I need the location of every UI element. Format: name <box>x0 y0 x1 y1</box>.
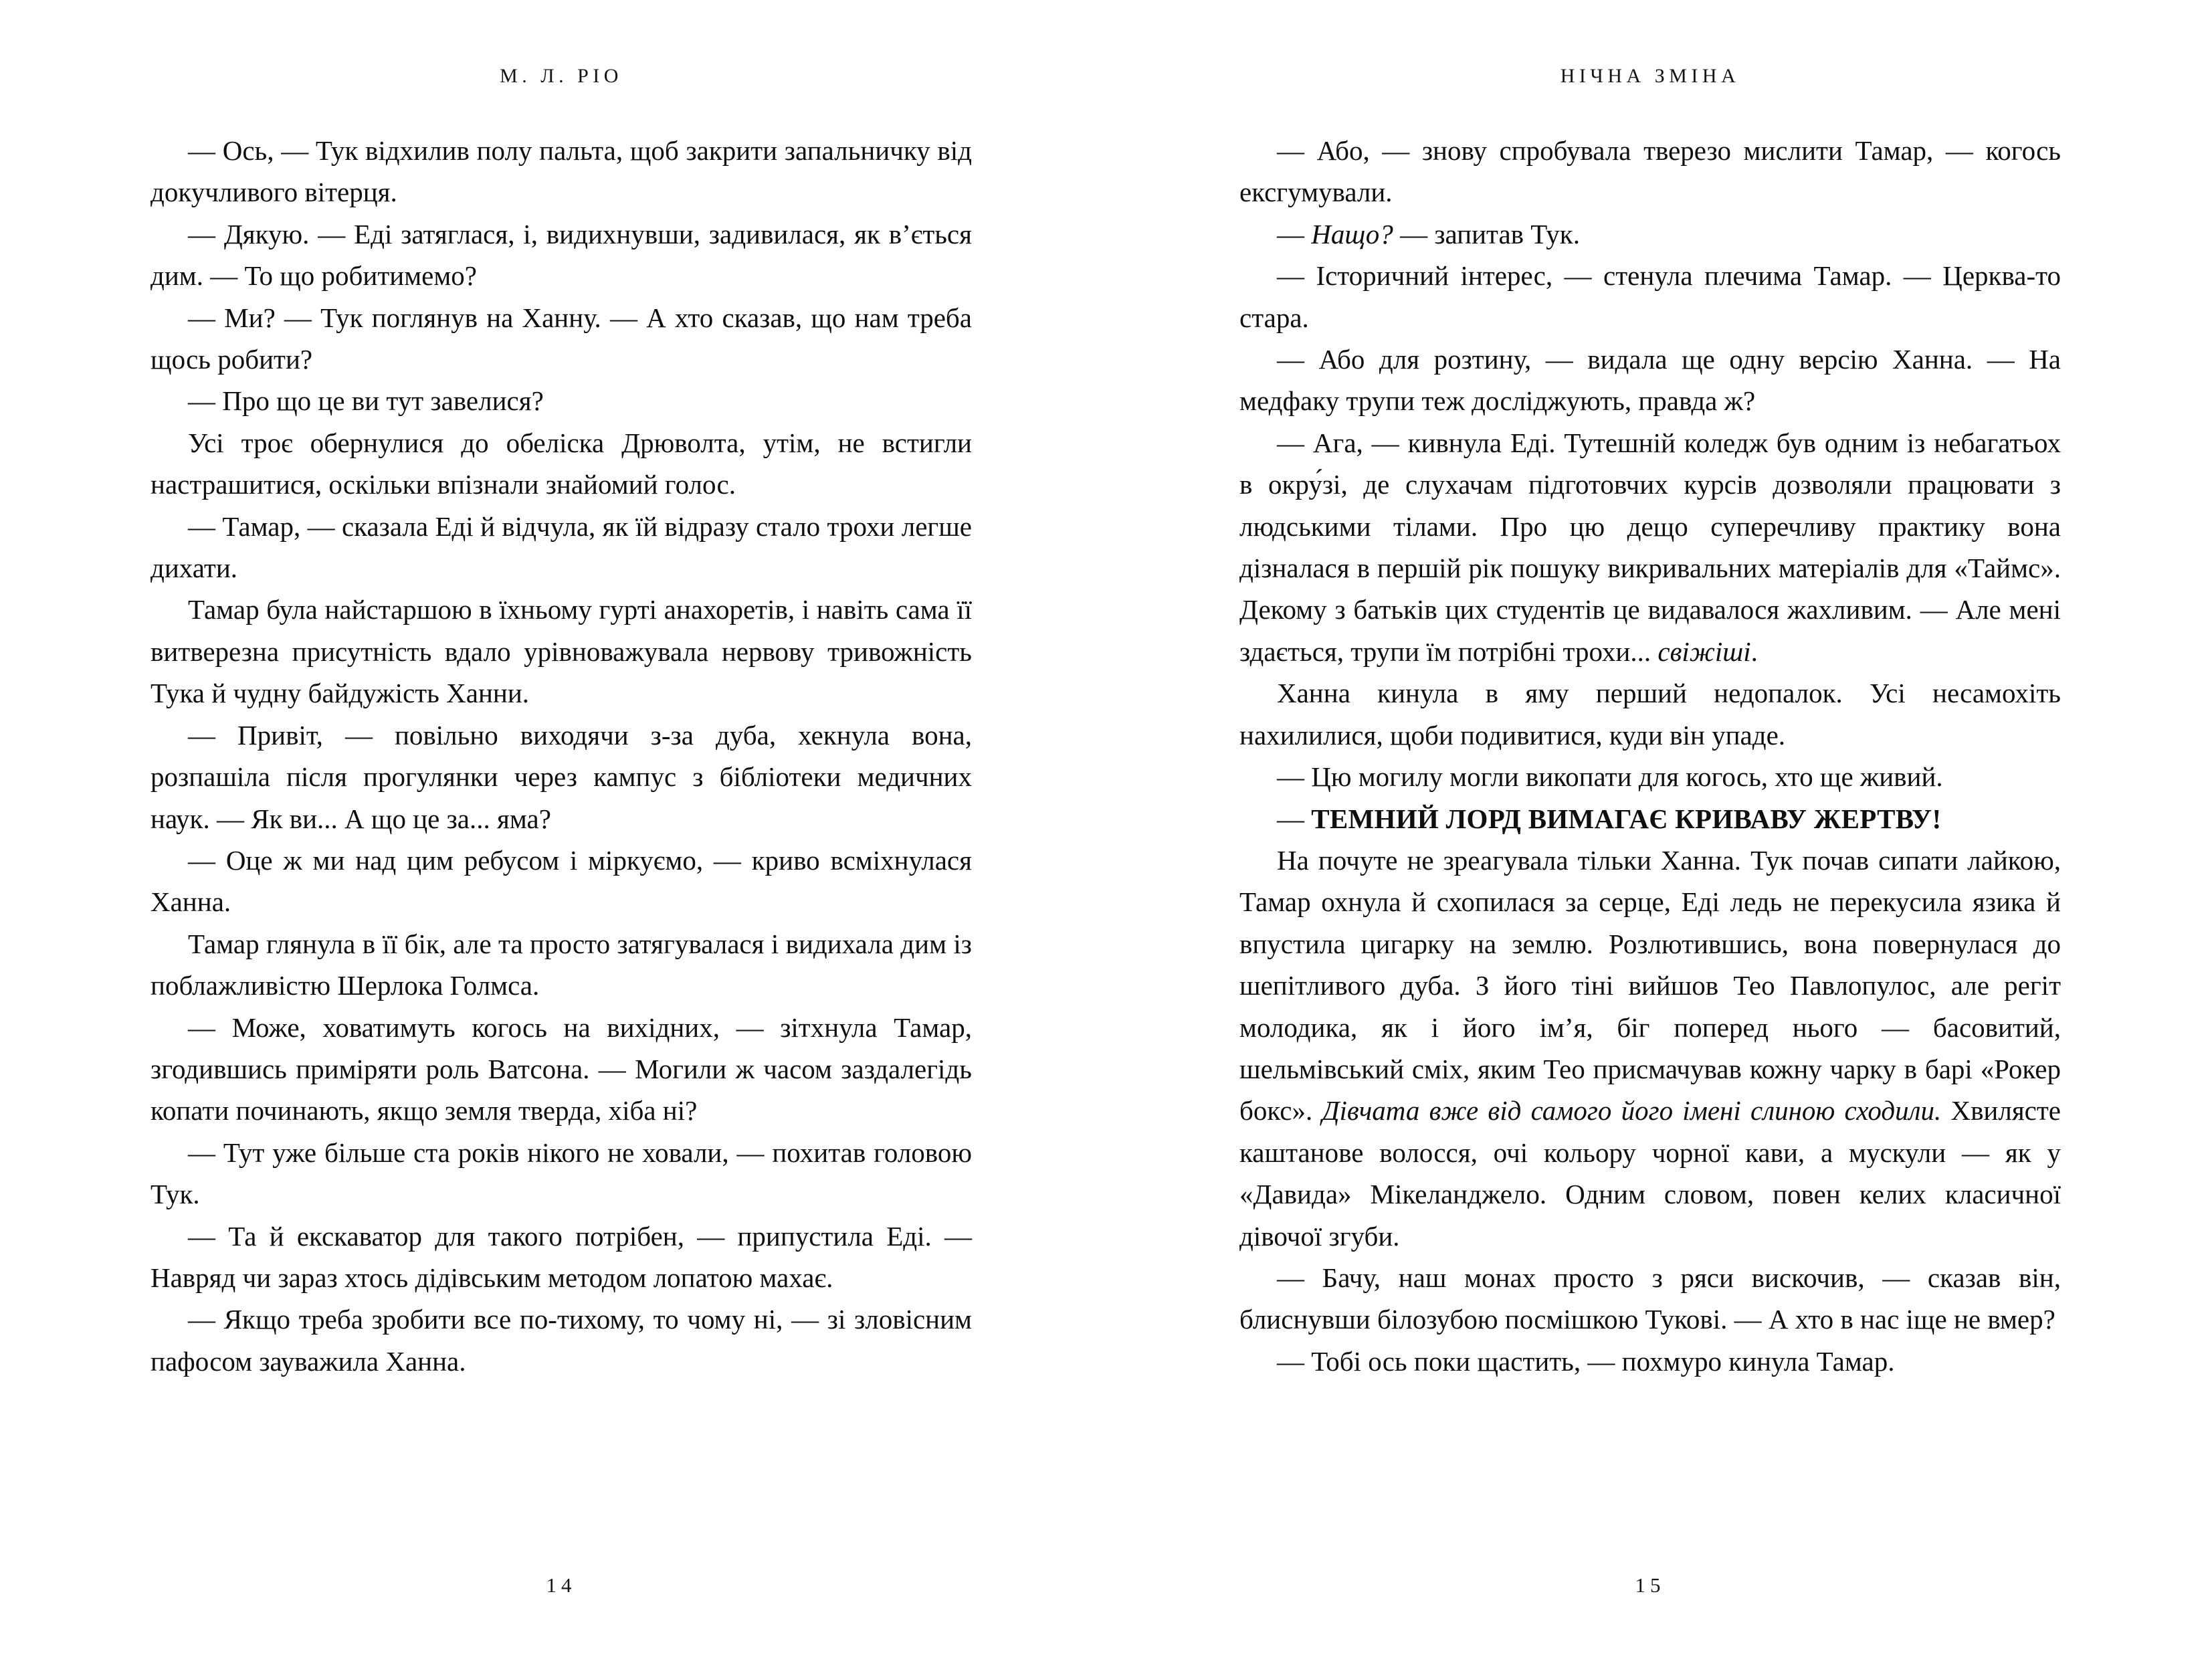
paragraph <box>150 130 972 213</box>
paragraph <box>150 923 972 1007</box>
text-run: — Тобі ось поки щастить, — похмуро кинула Тамар. <box>1277 1345 1895 1377</box>
paragraph <box>150 1298 972 1382</box>
text-run: Ханна кинула в яму перший недопалок. Усі несамохіть нахилилися, щоби подивитися, куди він упаде. <box>1239 678 2061 751</box>
text-run: — Оце ж ми над цим ребусом і міркуємо, — криво всміхнулася Ханна. <box>150 844 972 918</box>
emphasis-text: Нащо? <box>1311 218 1393 250</box>
page-number-left: 14 <box>546 1573 577 1597</box>
right-page-body-text <box>1239 130 2061 1549</box>
paragraph <box>150 714 972 840</box>
paragraph <box>150 1132 972 1215</box>
text-run: — Ми? — Тук поглянув на Ханну. — А хто сказав, що нам треба щось робити? <box>150 302 972 375</box>
paragraph <box>150 297 972 381</box>
text-run: — Дякую. — Еді затяглася, і, видихнувши, задивилася, як в’ється дим. — То що робитимемо? <box>150 218 972 292</box>
text-run: На почуте не зреагувала тільки Ханна. Тук почав сипати лайкою, Тамар охнула й схопилася за серце, Еді ледь не перекусила язика й впустила цигарку на землю. Розлютившись, вона повернулася до шепітливого дуба. З його тіні вийшов Тео Павлопулос, але регіт молодика, як і його ім’я, біг поперед нього — басовитий, шельмівський сміх, яким Тео присмачував кожну чарку в барі «Рокер бокс». <box>1239 844 2061 1127</box>
emphasis-text: свіжіші <box>1657 636 1751 667</box>
text-run: — Тут уже більше ста років нікого не ховали, — похитав головою Тук. <box>150 1137 972 1210</box>
right-page <box>1106 0 2211 1659</box>
paragraph <box>1239 1257 2061 1341</box>
text-run: — Або, — знову спробувала тверезо мислити Тамар, — когось ексгумували. <box>1239 135 2061 208</box>
text-run: — Про що це ви тут завелися? <box>188 385 544 417</box>
paragraph <box>150 213 972 297</box>
page-number-right: 15 <box>1635 1573 1666 1597</box>
paragraph <box>150 506 972 589</box>
text-run: — Історичний інтерес, — стенула плечима Тамар. — Церква-то стара. <box>1239 260 2061 333</box>
paragraph <box>1239 422 2061 672</box>
text-run: — Ага, — кивнула Еді. Тутешній коледж був одним із небагатьох в окру́зі, де слухачам підготовчих курсів дозволяли працювати з людськими тілами. Про цю дещо суперечливу практику вона дізналася в першій рік пошуку викривальних матеріалів для «Таймс». Декому з батьків цих студентів це видавалося жахливим. — Але мені здається, трупи їм потрібні трохи... <box>1239 427 2061 667</box>
paragraph <box>1239 213 2061 255</box>
text-run: — <box>1277 803 1312 834</box>
text-run: — Якщо треба зробити все по-тихому, то чому ні, — зі зловісним пафосом зауважила Ханна. <box>150 1304 972 1377</box>
paragraph <box>1239 840 2061 1257</box>
paragraph <box>150 422 972 506</box>
paragraph <box>150 380 972 421</box>
text-run: — Ось, — Тук відхилив полу пальта, щоб закрити запальничку від докучливого вітерця. <box>150 135 972 208</box>
paragraph <box>1239 798 2061 840</box>
paragraph <box>150 840 972 923</box>
text-run: . <box>1750 636 1758 667</box>
left-page-body-text <box>150 130 972 1549</box>
text-run: Тамар була найстаршою в їхньому гурті анахоретів, і навіть сама її витверезна присутність вдало урівноважувала нервову тривожність Тука й чудну байдужість Ханни. <box>150 594 972 709</box>
paragraph <box>150 1007 972 1132</box>
paragraph <box>1239 1341 2061 1382</box>
text-run: Хвилясте каштанове волосся, очі кольору чорної кави, а мускули — як у «Давида» Мікеланджело. Одним словом, повен келих класичної дівочої згуби. <box>1239 1095 2061 1252</box>
text-run: — <box>1277 218 1312 250</box>
running-head-title: НІЧНА ЗМІНА <box>1560 65 1740 87</box>
text-run: — Привіт, — повільно виходячи з-за дуба, хекнула вона, розпашіла після прогулянки через кампус з бібліотеки медичних наук. — Як ви... А що це за... яма? <box>150 719 972 834</box>
text-run: — Тамар, — сказала Еді й відчула, як їй відразу стало трохи легше дихати. <box>150 510 972 584</box>
text-run: Усі троє обернулися до обеліска Дрюволта, утім, не встигли настрашитися, оскільки впізнали знайомий голос. <box>150 427 972 500</box>
text-run: — Та й екскаватор для такого потрібен, — припустила Еді. — Навряд чи зараз хтось дідівським методом лопатою махає. <box>150 1220 972 1293</box>
text-run: Тамар глянула в її бік, але та просто затягувалася і видихала дим із поблажливістю Шерлока Голмса. <box>150 928 972 1001</box>
text-run: — Цю могилу могли викопати для когось, хто ще живий. <box>1277 761 1943 793</box>
paragraph <box>1239 756 2061 797</box>
paragraph <box>150 1215 972 1299</box>
text-run: — Може, ховатимуть когось на вихідних, — зітхнула Тамар, згодившись приміряти роль Ватсона. — Могили ж часом заздалегідь копати починають, якщо земля тверда, хіба ні? <box>150 1011 972 1127</box>
paragraph <box>1239 130 2061 213</box>
paragraph <box>1239 672 2061 756</box>
text-run: — Бачу, наш монах просто з ряси вискочив, — сказав він, блиснувши білозубою посмішкою Тукові. — А хто в нас іще не вмер? <box>1239 1262 2061 1335</box>
text-run: — запитав Тук. <box>1393 218 1580 250</box>
running-head-author: М. Л. РІО <box>500 65 623 87</box>
paragraph <box>1239 255 2061 338</box>
shouted-line: ТЕМНИЙ ЛОРД ВИМАГАЄ КРИВАВУ ЖЕРТВУ! <box>1311 803 1942 834</box>
text-run: — Або для розтину, — видала ще одну версію Ханна. — На медфаку трупи теж досліджують, правда ж? <box>1239 344 2061 417</box>
paragraph <box>1239 338 2061 422</box>
paragraph <box>150 589 972 714</box>
emphasis-text: Дівчата вже від самого його імені слиною сходили. <box>1322 1095 1942 1127</box>
